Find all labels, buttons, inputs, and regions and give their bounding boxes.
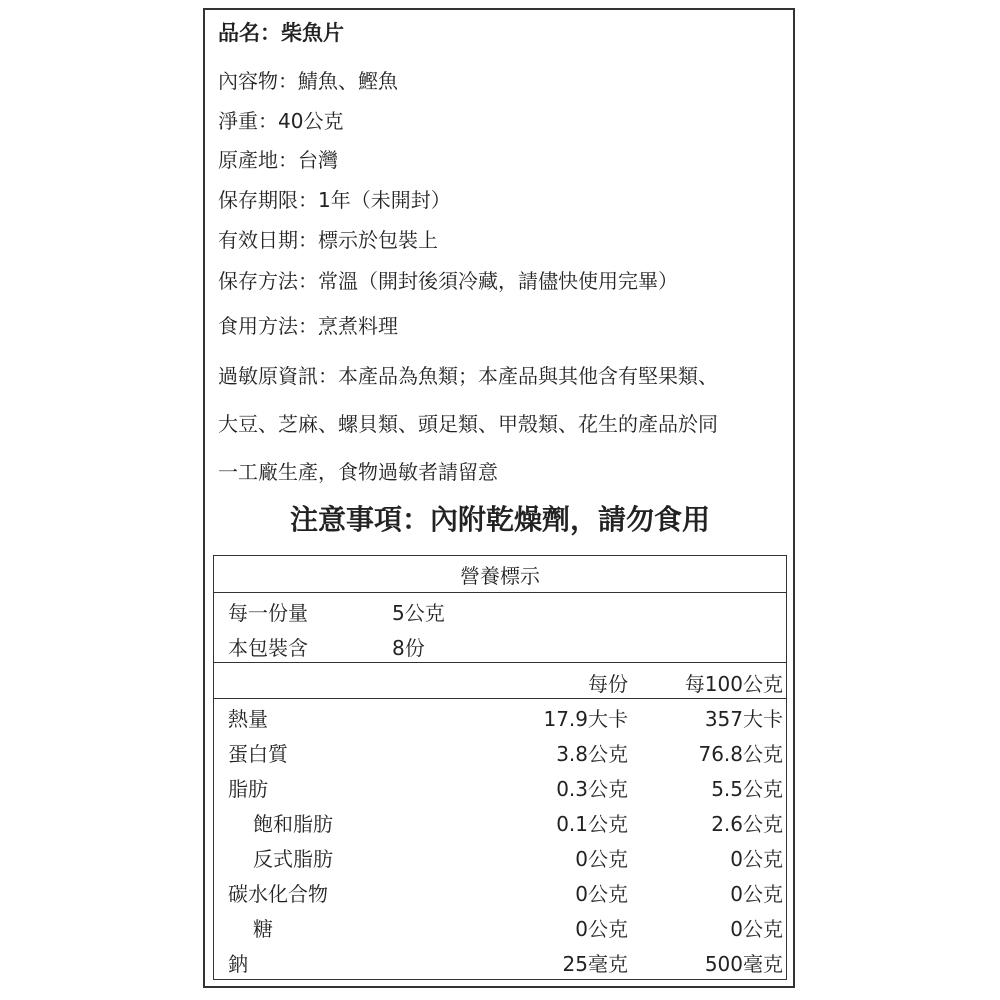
storage-line: 保存方法：常溫（開封後須冷藏，請儘快使用完畢）	[218, 269, 678, 293]
nutrient-per-100g-sodium: 500毫克	[704, 952, 783, 976]
nutrient-per-100g-carbohydrate: 0公克	[730, 882, 783, 906]
allergen-line-1: 過敏原資訊：本產品為魚類；本產品與其他含有堅果類、	[218, 364, 718, 388]
nutrient-per-serving-sugar: 0公克	[575, 917, 628, 941]
nutrition-title: 營養標示	[460, 564, 540, 588]
nutrient-per-100g-protein: 76.8公克	[698, 742, 783, 766]
notice-heading: 注意事項：內附乾燥劑，請勿食用	[289, 503, 710, 536]
net-weight-line: 淨重：40公克	[218, 109, 344, 133]
nutrient-name-trans-fat: 反式脂肪	[253, 847, 333, 871]
usage-line: 食用方法：烹煮料理	[218, 314, 398, 338]
nutrient-name-calories: 熱量	[228, 707, 268, 731]
divider-under-column-headers	[213, 698, 787, 699]
divider-under-title	[213, 592, 787, 593]
product-name: 品名：柴魚片	[218, 21, 344, 45]
nutrient-per-100g-saturated-fat: 2.6公克	[711, 812, 783, 836]
nutrient-name-sodium: 鈉	[228, 952, 248, 976]
serving-size-label: 每一份量	[228, 601, 308, 625]
nutrient-per-100g-trans-fat: 0公克	[730, 847, 783, 871]
servings-value: 8份	[392, 636, 425, 660]
allergen-line-2: 大豆、芝麻、螺貝類、頭足類、甲殼類、花生的產品於同	[218, 412, 718, 436]
servings-label: 本包裝含	[228, 636, 308, 660]
nutrient-per-serving-protein: 3.8公克	[556, 742, 628, 766]
serving-size-value: 5公克	[392, 601, 445, 625]
nutrient-per-100g-calories: 357大卡	[704, 707, 783, 731]
column-header-per-100g: 每100公克	[684, 672, 783, 696]
nutrient-per-100g-sugar: 0公克	[730, 917, 783, 941]
nutrient-name-fat: 脂肪	[228, 777, 268, 801]
nutrient-per-serving-carbohydrate: 0公克	[575, 882, 628, 906]
nutrient-per-100g-fat: 5.5公克	[711, 777, 783, 801]
nutrient-per-serving-fat: 0.3公克	[556, 777, 628, 801]
nutrient-name-saturated-fat: 飽和脂肪	[253, 812, 333, 836]
divider-under-servings	[213, 662, 787, 663]
nutrient-per-serving-saturated-fat: 0.1公克	[556, 812, 628, 836]
expiry-line: 有效日期：標示於包裝上	[218, 228, 438, 252]
nutrient-name-protein: 蛋白質	[228, 742, 288, 766]
nutrient-name-carbohydrate: 碳水化合物	[228, 882, 328, 906]
nutrient-per-serving-calories: 17.9大卡	[543, 707, 628, 731]
shelf-life-line: 保存期限：1年（未開封）	[218, 188, 451, 212]
origin-line: 原產地：台灣	[218, 148, 338, 172]
column-header-per-serving: 每份	[588, 672, 628, 696]
nutrient-name-sugar: 糖	[253, 917, 273, 941]
allergen-line-3: 一工廠生產，食物過敏者請留意	[218, 460, 498, 484]
nutrient-per-serving-sodium: 25毫克	[562, 952, 628, 976]
contents-line: 內容物：鯖魚、鰹魚	[218, 69, 398, 93]
nutrient-per-serving-trans-fat: 0公克	[575, 847, 628, 871]
